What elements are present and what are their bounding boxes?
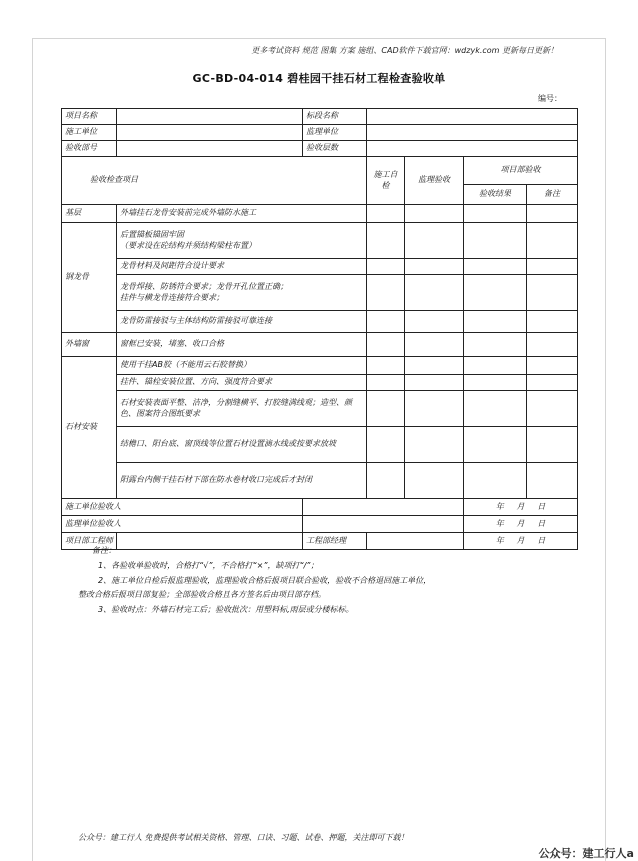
supervisor-check-cell[interactable] <box>405 391 464 427</box>
result-cell[interactable] <box>464 463 527 499</box>
self-check-cell[interactable] <box>367 205 405 223</box>
self-check-cell[interactable] <box>367 463 405 499</box>
result-header: 验收结果 <box>464 185 527 205</box>
self-check-cell[interactable] <box>367 427 405 463</box>
month-label: 月 <box>516 501 525 511</box>
check-item: 挂件、锚栓安装位置、方向、强度符合要求 <box>117 375 367 391</box>
footer-note: 公众号：建工行人 免费提供考试相关资格、管理、口诀、习题、试卷、押题，关注即可下载！ <box>78 833 409 842</box>
section-name: 外墙窗 <box>62 333 117 357</box>
table-row <box>62 391 578 427</box>
supervisor-check-cell[interactable] <box>405 333 464 357</box>
result-cell[interactable] <box>464 427 527 463</box>
check-item: 龙骨焊接、防锈符合要求；龙骨开孔位置正确； 挂件与横龙骨连接符合要求； <box>117 275 367 311</box>
self-check-cell[interactable] <box>367 375 405 391</box>
day-label: 日 <box>537 518 546 528</box>
self-check-cell[interactable] <box>367 333 405 357</box>
supervision-unit-label: 监理单位 <box>303 125 367 141</box>
section-name: 基层 <box>62 205 117 223</box>
remark-cell[interactable] <box>527 463 578 499</box>
section-name-value[interactable] <box>367 109 578 125</box>
sign-row-construction <box>62 499 578 516</box>
result-cell[interactable] <box>464 333 527 357</box>
construction-sign-date[interactable] <box>464 499 578 516</box>
info-row-2 <box>62 125 578 141</box>
remark-cell[interactable] <box>527 333 578 357</box>
acceptance-part-label: 验收部号 <box>62 141 117 157</box>
year-label: 年 <box>495 501 504 511</box>
remark-cell[interactable] <box>527 391 578 427</box>
table-row <box>62 357 578 375</box>
day-label: 日 <box>537 501 546 511</box>
self-check-cell[interactable] <box>367 259 405 275</box>
year-label: 年 <box>495 535 504 545</box>
remark-cell[interactable] <box>527 223 578 259</box>
table-row <box>62 205 578 223</box>
check-item: 窗框已安装，堵塞、收口合格 <box>117 333 367 357</box>
supervision-acceptor-signature[interactable] <box>303 516 464 533</box>
supervision-sign-date[interactable] <box>464 516 578 533</box>
acceptance-floors-label: 验收层数 <box>303 141 367 157</box>
section-name: 石材安装 <box>62 357 117 499</box>
result-cell[interactable] <box>464 223 527 259</box>
project-manager-label: 工程部经理 <box>303 533 367 550</box>
supervisor-check-cell[interactable] <box>405 259 464 275</box>
page-border-top <box>32 38 606 39</box>
year-label: 年 <box>495 518 504 528</box>
page-border-left <box>32 38 33 861</box>
result-cell[interactable] <box>464 205 527 223</box>
table-row <box>62 223 578 259</box>
construction-acceptor-label: 施工单位验收人 <box>62 499 303 516</box>
self-check-cell[interactable] <box>367 357 405 375</box>
self-check-cell[interactable] <box>367 391 405 427</box>
supervisor-check-cell[interactable] <box>405 463 464 499</box>
supervisor-check-cell[interactable] <box>405 375 464 391</box>
header-row-1 <box>62 157 578 185</box>
remark-cell[interactable] <box>527 311 578 333</box>
result-cell[interactable] <box>464 375 527 391</box>
result-cell[interactable] <box>464 259 527 275</box>
day-label: 日 <box>537 535 546 545</box>
supervision-acceptor-label: 监理单位验收人 <box>62 516 303 533</box>
check-item: 外墙挂石龙骨安装前完成外墙防水施工 <box>117 205 367 223</box>
supervisor-check-cell[interactable] <box>405 275 464 311</box>
section-name: 钢龙骨 <box>62 223 117 333</box>
supervisor-check-cell[interactable] <box>405 357 464 375</box>
project-name-value[interactable] <box>117 109 303 125</box>
result-cell[interactable] <box>464 357 527 375</box>
check-item: 结檐口、阳台底、窗顶线等位置石材设置滴水线或按要求放坡 <box>117 427 367 463</box>
month-label: 月 <box>516 535 525 545</box>
check-item: 后置锚板锚固牢固 （要求设在砼结构并须结构梁柱布置） <box>117 223 367 259</box>
month-label: 月 <box>516 518 525 528</box>
remark-header: 备注 <box>527 185 578 205</box>
note-3: 3、验收时点：外墙石材完工后；验收批次：用塑料标,雨层或分楼标标。 <box>98 605 354 615</box>
supervisor-check-header: 监理验收 <box>405 157 464 205</box>
note-2a: 2、施工单位自检后报监理验收，监理验收合格后报项目联合验收，验收不合格退回施工单位， <box>98 575 432 585</box>
remark-cell[interactable] <box>527 275 578 311</box>
supervision-unit-value[interactable] <box>367 125 578 141</box>
remark-cell[interactable] <box>527 205 578 223</box>
notes-label: 备注： <box>92 546 116 555</box>
project-name-label: 项目名称 <box>62 109 117 125</box>
page-border-right <box>605 38 606 861</box>
remark-cell[interactable] <box>527 259 578 275</box>
table-row <box>62 259 578 275</box>
info-row-3 <box>62 141 578 157</box>
result-cell[interactable] <box>464 311 527 333</box>
inspection-form <box>61 108 578 550</box>
supervisor-check-cell[interactable] <box>405 223 464 259</box>
check-item: 阳露台内侧干挂石材下部在防水卷材收口完成后才封闭 <box>117 463 367 499</box>
header-note: 更多考试资料 规范 图集 方案 施组、CAD软件下载官网：wdzyk.com 更新每日更新！ <box>251 46 558 55</box>
project-engineer-label: 项目部工程师 <box>62 533 117 550</box>
construction-unit-label: 施工单位 <box>62 125 117 141</box>
info-row-1 <box>62 109 578 125</box>
construction-unit-value[interactable] <box>117 125 303 141</box>
supervisor-check-cell[interactable] <box>405 311 464 333</box>
supervisor-check-cell[interactable] <box>405 205 464 223</box>
table-row <box>62 463 578 499</box>
check-item: 石材安装表面平整、洁净，分割缝横平、打胶缝满线观；造型、颜色、图案符合图纸要求 <box>117 391 367 427</box>
construction-acceptor-signature[interactable] <box>303 499 464 516</box>
check-item: 使用干挂AB胶（不能用云石胶替换） <box>117 357 367 375</box>
result-cell[interactable] <box>464 391 527 427</box>
self-check-header: 施工自检 <box>367 157 405 205</box>
check-item-header: 验收检查项目 <box>62 157 367 205</box>
acceptance-part-value[interactable] <box>117 141 303 157</box>
table-row <box>62 375 578 391</box>
self-check-cell[interactable] <box>367 223 405 259</box>
self-check-cell[interactable] <box>367 275 405 311</box>
table-row <box>62 333 578 357</box>
serial-label: 编号： <box>538 94 562 103</box>
remark-cell[interactable] <box>527 427 578 463</box>
table-row <box>62 427 578 463</box>
project-dept-header: 项目部验收 <box>464 157 578 185</box>
acceptance-floors-value[interactable] <box>367 141 578 157</box>
result-cell[interactable] <box>464 275 527 311</box>
sign-row-supervision <box>62 516 578 533</box>
remark-cell[interactable] <box>527 357 578 375</box>
watermark-account: 公众号：建工行人a <box>538 847 634 860</box>
page-title: GC-BD-04-014 碧桂园干挂石材工程检查验收单 <box>192 72 446 85</box>
check-item: 龙骨防雷接驳与主体结构防雷接驳可靠连接 <box>117 311 367 333</box>
note-1: 1、各验收单验收时，合格打“√”，不合格打“×”，缺项打“/”； <box>98 560 319 570</box>
section-name-label: 标段名称 <box>303 109 367 125</box>
supervisor-check-cell[interactable] <box>405 427 464 463</box>
table-row <box>62 275 578 311</box>
table-row <box>62 311 578 333</box>
check-item: 龙骨材料及间距符合设计要求 <box>117 259 367 275</box>
remark-cell[interactable] <box>527 375 578 391</box>
notes-section <box>78 544 588 618</box>
note-2b: 整改合格后报项目部复验；全部验收合格且各方签名后由项目部存档。 <box>78 590 326 600</box>
self-check-cell[interactable] <box>367 311 405 333</box>
